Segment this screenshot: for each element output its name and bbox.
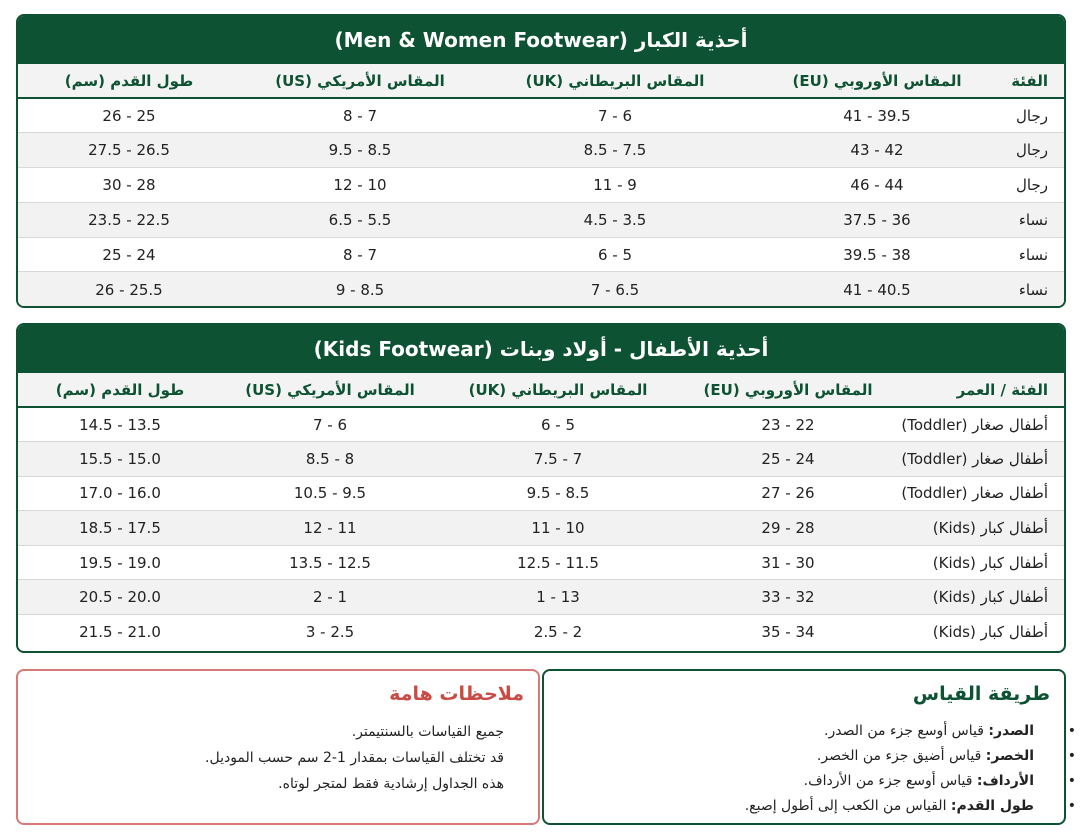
cell-eu: 22 - 23 <box>678 407 898 442</box>
notes-title: ملاحظات هامة <box>389 683 524 705</box>
cell-uk: 3.5 - 4.5 <box>480 202 750 237</box>
cell-category: أطفال كبار (Kids) <box>898 545 1064 580</box>
cell-eu: 36 - 37.5 <box>750 202 1004 237</box>
cell-us: 2.5 - 3 <box>305 623 355 642</box>
header-eu: المقاس الأوروبي (EU) <box>750 64 1004 98</box>
table-row <box>18 511 1064 546</box>
cell-us: 8.5 - 9 <box>240 272 480 307</box>
cell-foot: 25.5 - 26 <box>18 272 240 307</box>
note-item: هذه الجداول إرشادية فقط لمتجر لوتاه. <box>278 776 504 792</box>
cell-us: 11 - 12 <box>222 511 438 546</box>
cell-uk: 11.5 - 12.5 <box>438 545 678 580</box>
cell-eu: 32 - 33 <box>678 580 898 615</box>
table-row <box>18 442 1064 477</box>
cell-category: أطفال صغار (Toddler) <box>898 442 1064 477</box>
table-row <box>18 168 1064 203</box>
cell-uk: 8.5 - 9.5 <box>438 476 678 511</box>
cell-foot: 17.5 - 18.5 <box>18 511 222 546</box>
measure-item <box>558 794 1034 819</box>
measure-item <box>558 719 1034 744</box>
header-eu: المقاس الأوروبي (EU) <box>678 373 898 407</box>
header-uk: المقاس البريطاني (UK) <box>480 64 750 98</box>
cell-foot: 26.5 - 27.5 <box>18 133 240 168</box>
cell-foot: 25 - 26 <box>18 98 240 133</box>
table-row <box>18 580 1064 615</box>
cell-us: 9.5 - 10.5 <box>222 476 438 511</box>
cell-uk: 6.5 - 7 <box>480 272 750 307</box>
header-foot-length: طول القدم (سم) <box>18 373 222 407</box>
cell-us: 6 - 7 <box>222 407 438 442</box>
header-us: المقاس الأمريكي (US) <box>222 373 438 407</box>
header-category-age: الفئة / العمر <box>898 373 1064 407</box>
kids-table-title: أحذية الأطفال - أولاد وبنات (Kids Footwear) <box>18 325 1064 373</box>
cell-eu: 24 - 25 <box>678 442 898 477</box>
measure-desc: قياس أوسع جزء من الصدر. <box>824 723 984 739</box>
table-row <box>18 98 1064 133</box>
adults-header-row <box>18 64 1064 98</box>
cell-us: 7 - 8 <box>240 237 480 272</box>
note-item: جميع القياسات بالسنتيمتر. <box>351 724 504 740</box>
cell-category: رجال <box>1004 168 1064 203</box>
header-us: المقاس الأمريكي (US) <box>240 64 480 98</box>
cell-us: 8.5 - 9.5 <box>240 133 480 168</box>
adults-table <box>18 64 1064 307</box>
cell-eu: 34 - 35 <box>761 623 815 642</box>
cell-foot: 19.0 - 19.5 <box>18 545 222 580</box>
table-row <box>18 615 1064 650</box>
adults-size-table <box>16 14 1066 308</box>
measure-term: الأرداف: <box>976 773 1034 789</box>
cell-foot: 28 - 30 <box>18 168 240 203</box>
header-foot-length: طول القدم (سم) <box>18 64 240 98</box>
header-category: الفئة <box>1004 64 1064 98</box>
table-row <box>18 202 1064 237</box>
cell-eu: 44 - 46 <box>750 168 1004 203</box>
cell-uk: 5 - 6 <box>438 407 678 442</box>
cell-category: أطفال كبار (Kids) <box>898 580 1064 615</box>
cell-foot: 22.5 - 23.5 <box>18 202 240 237</box>
table-row <box>18 237 1064 272</box>
kids-header-row <box>18 373 1064 407</box>
cell-foot: 15.0 - 15.5 <box>18 442 222 477</box>
cell-category: نساء <box>1004 237 1064 272</box>
table-row <box>18 272 1064 307</box>
header-uk: المقاس البريطاني (UK) <box>438 373 678 407</box>
cell-category: نساء <box>1004 202 1064 237</box>
cell-uk: 7.5 - 8.5 <box>480 133 750 168</box>
measure-desc: قياس أوسع جزء من الأرداف. <box>803 773 973 789</box>
cell-us: 7 - 8 <box>240 98 480 133</box>
cell-eu: 42 - 43 <box>750 133 1004 168</box>
cell-uk: 9 - 11 <box>480 168 750 203</box>
measure-list <box>544 705 1064 819</box>
cell-eu: 39.5 - 41 <box>750 98 1004 133</box>
table-row <box>18 133 1064 168</box>
cell-eu: 28 - 29 <box>678 511 898 546</box>
cell-uk: 2 - 2.5 <box>533 623 583 642</box>
measure-desc: قياس أضيق جزء من الخصر. <box>816 748 982 764</box>
kids-size-table <box>16 323 1066 653</box>
cell-category: أطفال كبار (Kids) <box>932 623 1048 642</box>
how-to-measure-box <box>542 669 1066 825</box>
cell-us: 8 - 8.5 <box>222 442 438 477</box>
note-item: قد تختلف القياسات بمقدار 1-2 سم حسب الموديل. <box>205 750 504 766</box>
cell-us: 1 - 2 <box>222 580 438 615</box>
cell-foot: 24 - 25 <box>18 237 240 272</box>
cell-uk: 5 - 6 <box>480 237 750 272</box>
important-notes-box <box>16 669 540 825</box>
cell-category: أطفال صغار (Toddler) <box>898 476 1064 511</box>
cell-us: 10 - 12 <box>240 168 480 203</box>
measure-term: طول القدم: <box>950 798 1034 814</box>
cell-foot: 21.0 - 21.5 <box>79 623 161 642</box>
measure-desc: القياس من الكعب إلى أطول إصبع. <box>744 798 947 814</box>
table-row <box>18 476 1064 511</box>
adults-table-title: أحذية الكبار (Men & Women Footwear) <box>18 16 1064 64</box>
cell-category: أطفال صغار (Toddler) <box>898 407 1064 442</box>
cell-eu: 30 - 31 <box>678 545 898 580</box>
measure-item <box>558 744 1034 769</box>
cell-category: رجال <box>1004 98 1064 133</box>
cell-us: 12.5 - 13.5 <box>222 545 438 580</box>
cell-category: نساء <box>1004 272 1064 307</box>
cell-eu: 38 - 39.5 <box>750 237 1004 272</box>
cell-us: 5.5 - 6.5 <box>240 202 480 237</box>
cell-uk: 7 - 7.5 <box>438 442 678 477</box>
cell-eu: 40.5 - 41 <box>750 272 1004 307</box>
cell-uk: 6 - 7 <box>480 98 750 133</box>
measure-title: طريقة القياس <box>912 683 1050 705</box>
measure-term: الصدر: <box>988 723 1034 739</box>
cell-eu: 26 - 27 <box>678 476 898 511</box>
table-row <box>18 407 1064 442</box>
cell-foot: 20.0 - 20.5 <box>18 580 222 615</box>
cell-category: رجال <box>1004 133 1064 168</box>
measure-term: الخصر: <box>985 748 1034 764</box>
cell-uk: 13 - 1 <box>438 580 678 615</box>
cell-foot: 13.5 - 14.5 <box>18 407 222 442</box>
table-row <box>18 545 1064 580</box>
cell-foot: 16.0 - 17.0 <box>18 476 222 511</box>
kids-table <box>18 373 1064 649</box>
cell-category: أطفال كبار (Kids) <box>898 511 1064 546</box>
notes-list <box>18 705 538 797</box>
measure-item <box>558 769 1034 794</box>
cell-uk: 10 - 11 <box>438 511 678 546</box>
